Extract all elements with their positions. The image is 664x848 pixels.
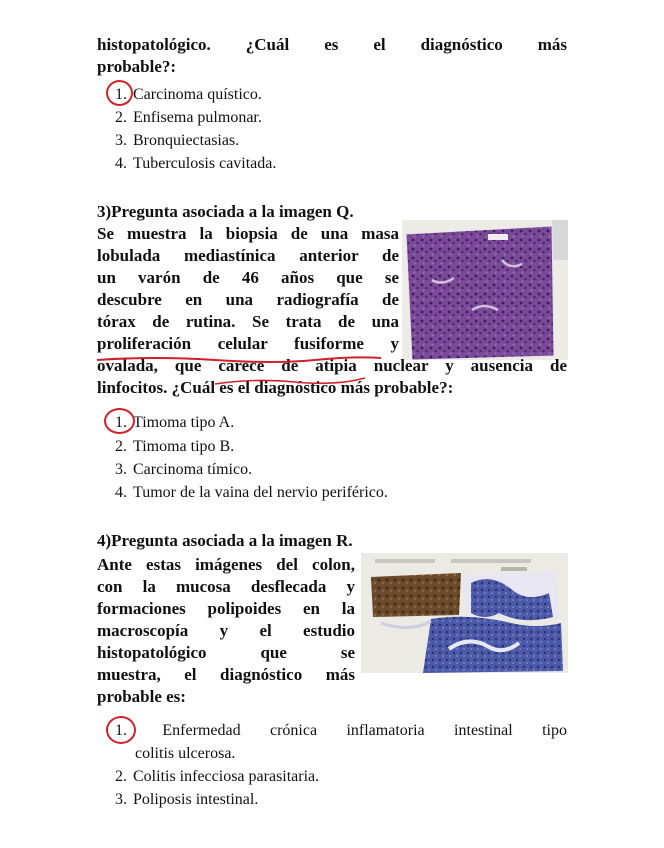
q4-line-3: formaciones polipoides en la	[97, 599, 355, 618]
option-text: Timoma tipo A.	[133, 414, 235, 431]
option-text: Carcinoma tímico.	[133, 461, 253, 478]
q4-line-4: macroscopía y el estudio	[97, 621, 355, 640]
q3-option-1	[115, 412, 234, 434]
histology-image-q-graphic	[402, 220, 568, 360]
q4-paragraph	[97, 554, 355, 708]
q2-option-4	[115, 153, 276, 175]
option-number: 2.	[115, 438, 127, 455]
option-text: Timoma tipo B.	[133, 438, 235, 455]
q3-option-2	[115, 436, 234, 458]
option-number: 2.	[115, 109, 127, 126]
q3-line-6: proliferación celular fusiforme y	[97, 334, 399, 353]
colon-images-r	[361, 553, 568, 673]
q3-line-5: tórax de rutina. Se trata de una	[97, 312, 399, 331]
q3-option-3	[115, 459, 252, 481]
option-number: 4.	[115, 155, 127, 172]
q2-intro-line-1: histopatológico. ¿Cuál es el diagnóstico más	[97, 35, 567, 54]
q3-line-3: un varón de 46 años que se	[97, 268, 399, 287]
q4-heading: 4)Pregunta asociada a la imagen R.	[97, 531, 353, 550]
colon-images-r-graphic	[361, 553, 568, 673]
option-text: Bronquiectasias.	[133, 132, 240, 149]
option-text: Tuberculosis cavitada.	[133, 155, 277, 172]
option-text: Carcinoma quístico.	[133, 86, 262, 103]
q4-line-1: Ante estas imágenes del colon,	[97, 555, 355, 574]
option-text: Enfisema pulmonar.	[133, 109, 262, 126]
option-number: 3.	[115, 791, 127, 808]
q4-option-1	[115, 720, 567, 742]
histology-image-q	[402, 220, 568, 360]
q3-paragraph-bottom	[97, 355, 567, 399]
q4-line-7: probable es:	[97, 687, 186, 706]
option-number: 3.	[115, 132, 127, 149]
q3-heading: 3)Pregunta asociada a la imagen Q.	[97, 202, 354, 221]
q3-line-4: descubre en una radiografía de	[97, 290, 399, 309]
option-number: 4.	[115, 484, 127, 501]
option-number: 1.	[115, 414, 127, 431]
option-text: Poliposis intestinal.	[133, 791, 259, 808]
q4-line-5: histopatológico que se	[97, 643, 355, 662]
q4-option-3	[115, 789, 258, 811]
option-number: 1.	[115, 722, 127, 739]
q3-line-7: ovalada, que carece de atipia nuclear y ausencia de	[97, 356, 567, 375]
option-number: 1.	[115, 86, 127, 103]
q2-option-3	[115, 130, 239, 152]
q2-option-1	[115, 84, 262, 106]
q3-line-1: Se muestra la biopsia de una masa	[97, 224, 399, 243]
q2-option-2	[115, 107, 262, 129]
option-number: 2.	[115, 768, 127, 785]
option-text: Colitis infecciosa parasitaria.	[133, 768, 320, 785]
option-text: Tumor de la vaina del nervio periférico.	[133, 484, 388, 501]
q4-line-6: muestra, el diagnóstico más	[97, 665, 355, 684]
option-number: 3.	[115, 461, 127, 478]
q3-paragraph-top	[97, 223, 399, 355]
q2-intro-line-2: probable?:	[97, 57, 177, 76]
q4-option-2	[115, 766, 319, 788]
q3-option-4	[115, 482, 388, 504]
option-text: Enfermedad crónica inflamatoria intestinal tipo	[162, 722, 567, 739]
q4-line-2: con la mucosa desflecada y	[97, 577, 355, 596]
q3-line-8: linfocitos. ¿Cuál es el diagnóstico más probable?:	[97, 378, 454, 397]
q3-line-2: lobulada mediastínica anterior de	[97, 246, 399, 265]
q4-option-1-continuation: colitis ulcerosa.	[135, 745, 236, 762]
